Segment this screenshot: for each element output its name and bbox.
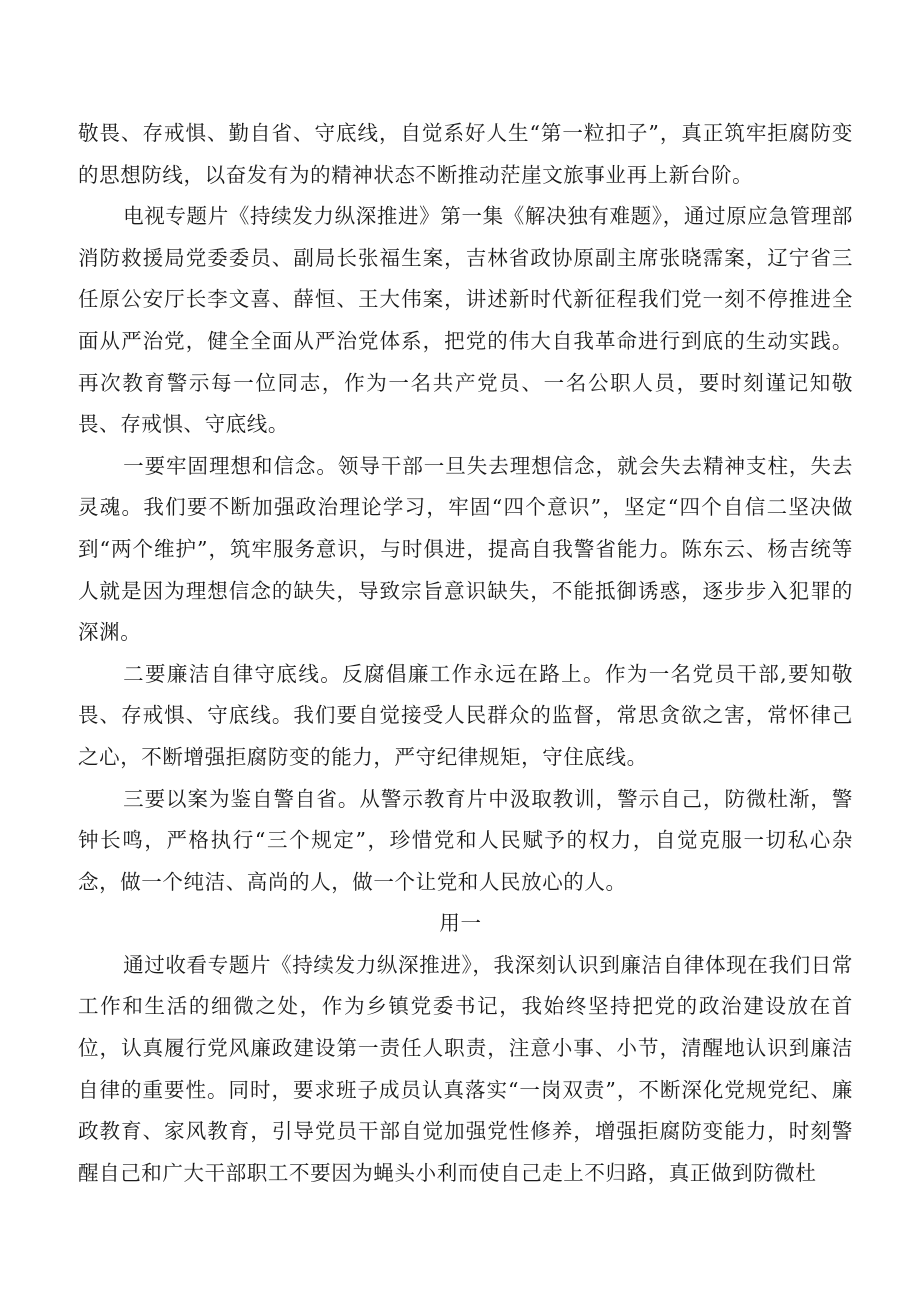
paragraph-section-one: 通过收看专题片《持续发力纵深推进》，我深刻认识到廉洁自律体现在我们日常工作和生活的细微之处，作为乡镇党委书记，我始终坚持把党的政治建设放在首位，认真履行党风廉政建设第一责任人职责，注意小事、小节，清醒地认识到廉洁自律的重要性。同时，要求班子成员认真落实“一岗双责”，不断深化党规党纪、廉政教育、家风教育，引导党员干部自觉加强党性修养，增强拒腐防变能力，时刻警醒自己和广大干部职工不要因为蝇头小利而使自己走上不归路，真正做到防微杜	[78, 952, 853, 1185]
section-heading: 用一	[439, 911, 482, 936]
paragraph-point-two: 二要廉洁自律守底线。反腐倡廉工作永远在路上。作为一名党员干部,要知敬畏、存戒惧、守底线。我们要自觉接受人民群众的监督，常思贪欲之害，常怀律己之心，不断增强拒腐防变的能力，严守纪律规矩，守住底线。	[78, 661, 853, 769]
paragraph-point-three: 三要以案为鉴自警自省。从警示教育片中汲取教训，警示自己，防微杜渐，警钟长鸣，严格执行“三个规定”，珍惜党和人民赋予的权力，自觉克服一切私心杂念，做一个纯洁、高尚的人，做一个让党和人民放心的人。	[78, 786, 853, 894]
paragraph-tv-feature: 电视专题片《持续发力纵深推进》第一集《解决独有难题》，通过原应急管理部消防救援局党委委员、副局长张福生案，吉林省政协原副主席张晓霈案，辽宁省三任原公安厅长李文喜、薛恒、王大伟案，讲述新时代新征程我们党一刻不停推进全面从严治党，健全全面从严治党体系，把党的伟大自我革命进行到底的生动实践。再次教育警示每一位同志，作为一名共产党员、一名公职人员，要时刻谨记知敬畏、存戒惧、守底线。	[78, 204, 853, 437]
document-body	[78, 113, 853, 1194]
paragraph-continuation: 敬畏、存戒惧、勤自省、守底线，自觉系好人生“第一粒扣子”，真正筑牢拒腐防变的思想防线，以奋发有为的精神状态不断推动茫崖文旅事业再上新台阶。	[78, 121, 853, 187]
paragraph-point-one: 一要牢固理想和信念。领导干部一旦失去理想信念，就会失去精神支柱，失去灵魂。我们要不断加强政治理论学习，牢固“四个意识”，坚定“四个自信二坚决做到“两个维护”，筑牢服务意识，与时俱进，提高自我警省能力。陈东云、杨吉统等人就是因为理想信念的缺失，导致宗旨意识缺失，不能抵御诱惑，逐步步入犯罪的深渊。	[78, 453, 853, 645]
